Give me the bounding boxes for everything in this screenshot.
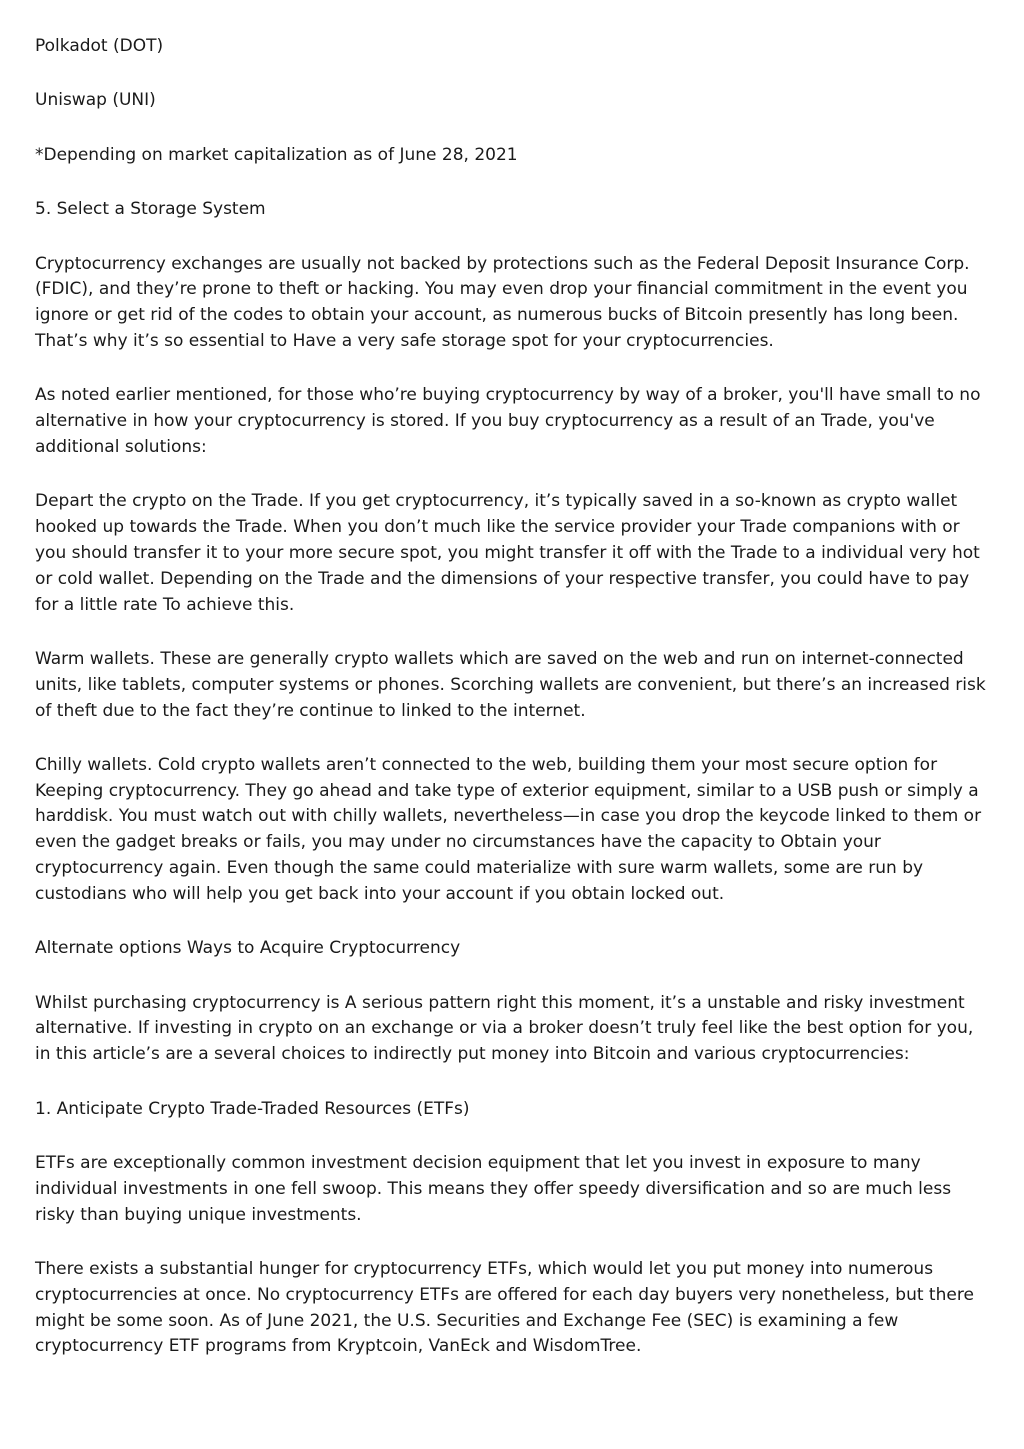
- paragraph: Warm wallets. These are generally crypto wallets which are saved on the web and run on internet-connected units, like tablets, computer systems or phones. Scorching wallets are convenient, but there’s an increased risk of theft due to the fact they’re continue to linked to the internet.: [35, 648, 986, 721]
- paragraph: Chilly wallets. Cold crypto wallets aren’t connected to the web, building them your most secure option for Keeping cryptocurrency. They go ahead and take type of exterior equipment, similar to a USB push or simply a harddisk. You must watch out with chilly wallets, nevertheless—in case you drop the keycode linked to them or even the gadget breaks or fails, you may under no circumstances have the capacity to Obtain your cryptocurrency again. Even though the same could materialize with sure warm wallets, some are run by custodians who will help you get back into your account if you obtain locked out.: [35, 754, 982, 904]
- paragraph: There exists a substantial hunger for cryptocurrency ETFs, which would let you put money into numerous cryptocurrencies at once. No cryptocurrency ETFs are offered for each day buyers very nonetheless, but there might be some soon. As of June 2021, the U.S. Securities and Exchange Fee (SEC) is examining a few cryptocurrency ETF programs from Kryptcoin, VanEck and WisdomTree.: [35, 1259, 974, 1357]
- paragraph: Cryptocurrency exchanges are usually not backed by protections such as the Federal Deposit Insurance Corp. (FDIC), and they’re prone to theft or hacking. You may even drop your financial commitment in the event you ignore or get rid of the codes to obtain your account, as numerous bucks of Bitcoin presently has long been. That’s why it’s so essential to Have a very safe storage spot for your cryptocurrencies.: [35, 253, 970, 351]
- paragraph: As noted earlier mentioned, for those who’re buying cryptocurrency by way of a broker, you'll have small to no alternative in how your cryptocurrency is stored. If you buy cryptocurrency as a result of an Trade, you've additional solutions:: [35, 385, 981, 457]
- section-heading-storage: 5. Select a Storage System: [35, 199, 266, 220]
- footnote: *Depending on market capitalization as of June 28, 2021: [35, 144, 518, 165]
- list-item-polkadot: Polkadot (DOT): [35, 36, 164, 56]
- list-item-uniswap: Uniswap (UNI): [35, 90, 156, 111]
- section-heading-alternatives: Alternate options Ways to Acquire Cryptocurrency: [35, 938, 461, 959]
- paragraph: Whilst purchasing cryptocurrency is A serious pattern right this moment, it’s a unstable and risky investment alternative. If investing in crypto on an exchange or via a broker doesn’t truly feel like the best option for you, in this article’s are a several choices to indirectly put money into Bitcoin and various cryptocurrencies:: [35, 992, 974, 1065]
- paragraph: ETFs are exceptionally common investment decision equipment that let you invest in exposure to many individual investments in one fell swoop. This means they offer speedy diversification and so are much less risky than buying unique investments.: [35, 1153, 952, 1225]
- paragraph: Depart the crypto on the Trade. If you get cryptocurrency, it’s typically saved in a so-known as crypto wallet hooked up towards the Trade. When you don’t much like the service provider your Trade companions with or you should transfer it to your more secure spot, you might transfer it off with the Trade to a individual very hot or cold wallet. Depending on the Trade and the dimensions of your respective transfer, you could have to pay for a little rate To achieve this.: [35, 491, 980, 615]
- section-heading-etfs: 1. Anticipate Crypto Trade-Traded Resources (ETFs): [35, 1098, 470, 1119]
